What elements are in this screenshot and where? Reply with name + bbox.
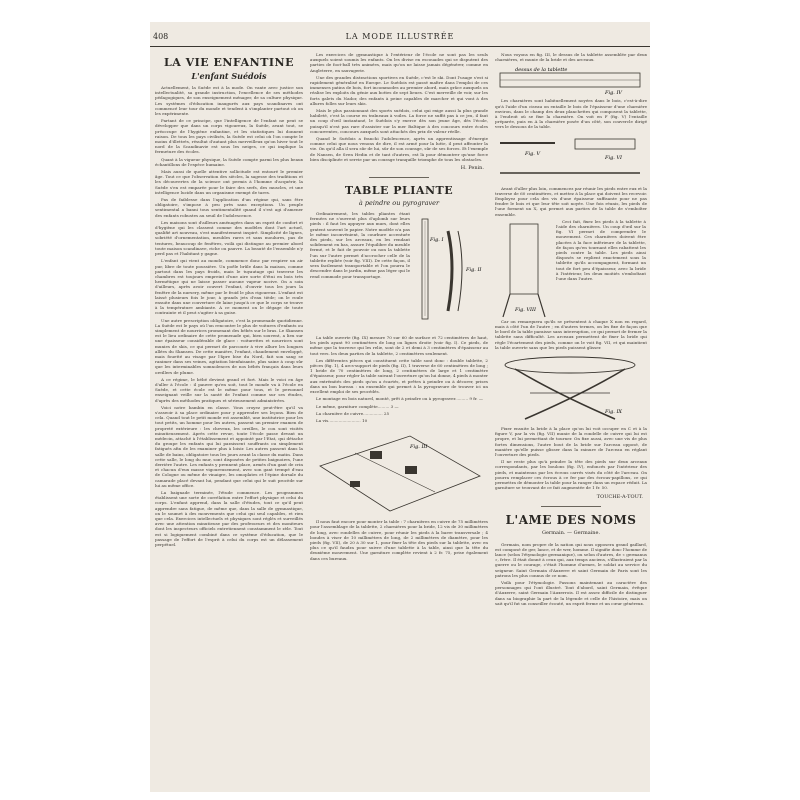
paragraph: Il nous faut encore pour monter la table : 7 charnières en cuivre de 75 millimètres pour l'assemblage de la tablette, 2 charnières pour la bride, 12 vis de 30 millimètres de long, avec rondelles de cuivre, pour réunir les pieds à la barre transversale ; 4 bondes à viser de 10 millimètres de long, de 2 millimètres de diamètre, pour les pieds (fig. VII), de 20 à 30 sur 1, pour fixer la tête des pieds sur la tablette, avec en plus ce qu'il faudra pour suivre d'une tablette à la table, ainsi que la tête du deuxième mouvement. Une garniture complète revient à 2 fr. 75, prise également dans ces bureaux. <box>310 519 488 561</box>
fig3-centerline <box>355 453 435 492</box>
article-body-table-pliante-right-2 <box>495 98 647 129</box>
magazine-page <box>150 22 650 792</box>
fig7-label: Fig. VIII <box>515 306 536 313</box>
fig3-hinge <box>350 481 360 487</box>
figure-5-6 <box>495 133 647 183</box>
paragraph: Quand le Suédois a franchi l'adolescence, après un apprentissage d'énergie comme celui que nous venons de dire, il est armé pour la lutte, il peut affronter la vie. On qu'il alla il sera sûr de lui, sûr de son courage, sûr de ses forces. Et l'exemple de Nansen, de Sven Hedin et de tant d'autres, est là pour démontrer qu'une force bien disciplinée et servie par un courage tranquille triomphe de tous les obstacles. <box>310 136 488 162</box>
paragraph: Avant d'aller plus loin, commencez par réunir les pieds entre eux et la traverse de 60 centimètres, et mettez à la place qui doivent les recevoir. Employez pour cela des vis d'une épaisseur suffisante pour ne pas fendre le bois et que leur tête soit noyée. Une fois réunis, les pieds de l'une forment un X, qui permet aux parties de la table de s'emboîter ensemble. <box>495 185 647 217</box>
paragraph: L'enfant qui vient au monde, commence donc par respirer un air pur, libre de toute poussière. Un poêle brûle dans la maison, comme partout dans les pays froids, mais le tuyautage qui traverse les chambres est toujours empreint d'une aire sorte d'étui en bois très hermétique qui ne laisse passer aucune vapeur nocive. On a soin d'ailleurs, après avoir couvert l'enfant, d'ouvrir tous les jours la fenêtre de la nursery, même par le froid le plus rigoureux. L'enfant est laissé plusieurs fois le jour, à grands jets d'eau tiède; on le roule ensuite dans une couverture de laine jusqu'à ce que le corps se trouve à la température ambiante. A ce moment on le dégage de toute contrainte et il peut s'agiter à sa guise. <box>155 258 303 316</box>
article-subtitle-table-pliante: à peindre ou pyrograver <box>358 199 440 208</box>
paragraph: Les maisons sont d'ailleurs aménagées dans un esprit de confort et d'hygiène qui les classent comme des modèles dont l'art actuel, qualifié art nouveau, s'est manifestement inspiré. Simplicité de lignes, sobriété d'ornementation, meubles rares et sans moulures, pas de tentures, beaucoup de fenêtres, voilà qui distingue au premier abord toute maison scandinave, riche ou pauvre. La beauté de l'ensemble n'y perd pas et l'habitant y gagne. <box>155 219 303 257</box>
signature-penin: H. Penin. <box>460 165 484 172</box>
article-body-ame-des-noms <box>495 542 647 606</box>
paragraph: Mais aussi de quelle attentive sollicitude est entouré le premier âge. Tout ce que l'observation des siècles, la sagesse des traditions et les découvertes de la science ont permis à l'homme d'acquérir, la Suède s'en est emparée pour le faire des serfs, des muscles, et une intelligence lucide dans un organisme exempt de tares. <box>155 169 303 195</box>
figure-7-block <box>495 219 647 319</box>
fig4-caption: dessus de la tablette <box>515 67 568 74</box>
figure-3-drawing <box>310 426 486 516</box>
article-body-table-pliante <box>310 211 410 335</box>
article-body-table-pliante-mounting <box>310 519 488 561</box>
paragraph: La table ouverte (fig. IX) mesure 70 sur 60 de surface et 72 centimètres de haut, les pieds ayant 90 centimètres de long ou lignes droite (voir fig. I). Ce pieds, de même que la traverse qui les relie, sont de 2 et demi à 3 centimètres d'épaisseur au tout vers. les deux parties de la tablette, 2 centimètres seulement. <box>310 335 488 356</box>
column-left <box>155 52 303 787</box>
paragraph: Germain, nom propre de la nation qui nous opposera grand gaillard, est composé de ger, lance, et de wer, homme. Il signifie donc l'homme de lance (selon l'étymologie germanique), ou selon d'autres, de « germanus », frère. Il était donné à ceux qui, aux temps anciens, s'illustraient par la guerre ou le courage, c'était l'homme d'armes, le soldat au service du seigneur. Saint Germain d'Auxerre et saint Germain de Paris sont les patrons les plus connus de ce nom. <box>495 541 647 578</box>
column-right <box>495 52 647 787</box>
paragraph: Nous voyons en fig. III, le dessus de la tablette assemblée par deux charnières, et munie de la bride et des arceaux. <box>495 52 647 63</box>
article-title-vie-enfantine: LA VIE ENFANTINE <box>164 56 294 69</box>
article-body-table-pliante-right-5 <box>495 319 647 350</box>
fig2-label: Fig. II <box>466 267 482 274</box>
fig7-legs <box>503 294 545 317</box>
paragraph: Quant à la vigueur physique, la Suède compte parmi les plus beaux échantillons de l'espèce humaine. <box>155 156 303 167</box>
paragraph: Fixer ensuite la bride à la place qu'on lui voit occuper en C et à la figure V, par la vis (fig. VII) munie de la rondelle de cuivre qui lui est propre, et lui permettant de tourner. On fixe aussi, avec une vis de plus fortes dimensions, l'autre bout de la bride sur l'arceau opposé, de manière qu'elle puisse glisser dans la rainure de l'arceau en réglant l'ouverture des pieds. <box>495 426 647 458</box>
header-rule <box>150 46 650 47</box>
price-line: La vis......................... 10 <box>316 417 368 423</box>
price-line: Le montage en bois naturel, monté, prêt à peindre ou à pyrograver.......... 9 fr. — <box>316 396 483 402</box>
price-line: La charnière de cuivre............... 25 <box>316 410 390 416</box>
article-body-table-pliante-right-4 <box>556 219 646 319</box>
fig7-tablet <box>510 224 538 294</box>
paragraph: Ordinairement, les tables pliantes étant fermées ne s'ouvrent plus d'aplomb sur leurs pieds : il faut les appuyer aux murs, dont elles gratent souvent le papier. Notre modèle n'a pas le même inconvénient, la courbure accentuée des pieds, sur les arceaux, en les rendant solidement en bas, assure l'équilibre du meuble fermé, et le fait de pouvoir ou non la tablette l'un sur l'autre permet d'accrocher celle de la tablette repliée (voir fig. VIII). De cette façon, il sera facilement transportable et l'on pourra le descendre dans le jardin, même pas léger qui le rend commode pour transportage. <box>310 211 410 279</box>
fig3-hinge <box>405 466 417 474</box>
paragraph: A ce régime, le bébé devient grand et fort. Mais le voici en âge d'aller à l'école : il pauvre qu'en soit, tout le monde va à l'école en Suède, et cette école est le même pour tous, et le personnel enseignant veille sur la santé de l'enfant comme sur ses études, d'après des méthodes pratiques et sérieusement administrées. <box>155 376 303 403</box>
running-title: LA MODE ILLUSTRÉE <box>345 32 455 41</box>
separator <box>369 177 429 178</box>
paragraph: La baignade terminée, l'étude commence. Les programmes établissent une sorte de corrélation entre l'effort physique et celui du corps. L'enfant apprend, dans la salle d'études, tout ce qu'il peut apprendre sans fatigue, de même que, dans la salle de gymnastique, on le soumet à des mouvements que celui qui seul capables, et rien que cela. Exercices intellectuels et physiques sont réglés et surveillés avec une attention minutieuse par des professeurs et des moniteurs dont les inspecteurs officiels entretiennent constamment le zèle. Tout est si logiquement combiné dans ce système d'éducation, que le passage de l'effort de l'esprit à celui du corps est un délassement perpétuel. <box>155 490 303 548</box>
article-body-vie-enfantine-cont <box>310 52 488 162</box>
page-number: 408 <box>153 32 169 41</box>
fig9-label: Fig. IX <box>605 409 622 416</box>
paragraph: Pas de faiblesse dans l'application d'un régime qui, sans être obligatoire, s'impose à peu près sans exceptions. Un peuple sentimental a banni tous sentimentalité quand il s'est agi d'amener des enfants robustes au seuil de l'adolescence. <box>155 197 303 218</box>
page-header <box>150 32 650 46</box>
figure-4-drawing <box>495 65 645 95</box>
fig2-leg <box>448 231 452 311</box>
paragraph: Les exercices de gymnastique à l'extérieur de l'école ne sont pas les seuls auxquels soient soumis les enfants. On les divise en escouades qui se disputent des parties de foot-ball très animées, mais qu'on ne laisse jamais dégénérer, comme en Angleterre, en sauvagerie. <box>310 52 488 73</box>
figure-4 <box>495 65 647 95</box>
paragraph: Une autre prescription obligatoire, c'est la promenade quotidienne. La Suède est le pays où l'on rencontre le plus de voitures d'enfants ou simplement de nourrices promenant des bébés sur le bras. Le Skansen est le lieu ordinaire de cette promenade qui, bien souvent, a lieu sur une épaisseur considérable de glace : voiturettes et nourrices sont munies de skis, ce qui permet de parcourir à vive allure les longues allées du Skansen. De cette manière, l'enfant, chaudement enveloppé, mais fouetté au visage par l'âpre bise du Nord, fait son sang se ranimer dans ses veines, agitation bienfaisante, plus saine à coup sûr que les interminables somnolences de nos bébés français dans leurs oreillers de plume. <box>155 317 303 375</box>
paragraph: Voilà pour l'étymologie. Passons maintenant au caractère des personnages qui l'ont illustré. Tout d'abord, saint Germain, évêque d'Auxerre, saint Germain l'Auxerrois. Il est assez difficile de distinguer dans sa biographie la part de la légende et celle de l'histoire, mais on sait qu'il fut un conseiller écouté, un esprit ferme et un cœur généreux. <box>495 579 647 606</box>
paragraph: Actuellement, la Suède est à la mode. On vante avec justice son intellectualité, sa grande instruction, l'excellence de ses méthodes pédagogiques, de son enseignement ménager, de sa culture physique. Les systèmes d'éducation inaugurés aux pays scandinaves ont commencé leur tour du monde et tendent à s'implanter partout où on les expérimente. <box>155 85 303 117</box>
article-subtitle-germain: Germain. — Germaine. <box>541 529 601 536</box>
figure-3 <box>310 426 488 516</box>
figure-9-drawing <box>495 353 645 423</box>
paragraph: Les différentes pièces qui constituent cette table sont donc : double tablette, 2 pièces (fig. 1), 4 arcs-support de pieds (fig. II), 1 traverse de 60 centimètres de long ; 1 bride de 70 centimètres de long, 2 centimètres de large et 1 centimètre d'épaisseur, pour régler la table suivant l'ouverture qu'on lui donne, 4 pieds à monter aux extrémités des pieds qu'on a écartés, et prêtes à peindre ou à décorer, prises dans un bon bureau : un ensemble qui permet à la pyrogravure de trouver ici un excellent emploi de ses procédés. <box>310 357 488 395</box>
article-body-table-pliante-right-3 <box>495 186 647 217</box>
figure-1-2-drawing <box>414 211 488 331</box>
fig6-label: Fig. VI <box>605 154 623 161</box>
article-title-ame-des-noms: L'AME DES NOMS <box>505 512 637 527</box>
figure-1-2 <box>414 211 488 335</box>
fig9-tabletop <box>505 357 635 373</box>
fig2-leg-outline <box>458 231 462 311</box>
signature-touche-a-tout: TOUCHE-A-TOUT. <box>596 493 643 500</box>
article-body-vie-enfantine <box>155 85 303 547</box>
article-body-table-pliante-right-6 <box>495 426 647 490</box>
article-title-table-pliante: TABLE PLIANTE <box>344 184 454 198</box>
fig3-label: Fig. III <box>410 444 428 451</box>
figure-7-drawing <box>495 219 553 319</box>
paragraph: Il ne reste plus qu'à peindre la tête des pieds sur deux arceaux correspondants, par les boulons (fig. IV), enfoncés par l'intérieur des pieds, et maintenus par les écrous carrés visés du côté de l'arceau. On pourra remplacer ces écrous à ce fer par des écrous-papillons, ce qui permettra de démonter la table pour la ranger dans un espace réduit. La garniture se trouvant de ce fait augmentée de 1 fr. 50. <box>495 459 647 491</box>
fig6-hinge <box>575 139 635 149</box>
paragraph: Voici notre bambin en classe. Vous croyez peut-être qu'il va s'asseoir à sa place ordinaire pour y apprendre ses leçons. Bien de cela. Quand tout le petit monde est assemblé, une institutrice pour les tout petits, un homme pour les autres, passent un premier examen de propreté extérieure : les cheveux, les oreilles, le cou sont visités minutieusement. Après cette revue, toute l'école passe devant un médecin, attaché à l'établissement et appointé par l'Etat, qui détache du groupe les enfants qui lui paraissent souffrants ou simplement fatigués afin de les examiner plus à loisir. Les autres passent dans la salle de bains, obligatoire tous les jours avant la classe du matin. Dans cette salle, le long du mur, sont disposées de petites baignoires, l'une derrière l'autre. Les enfants y prennent place, armés d'un gant de crin et chacun d'eux masse vigoureusement, avec son gant trempé d'eau de Cologne ou même de vinaigre, les omoplates et l'épine dorsale du camarade placé devant lui, pendant que celui qui le suit procède sur lui au même office. <box>155 404 303 488</box>
price-line: Le même, garniture complète......... 3 — <box>316 403 399 409</box>
fig1-label: Fig. I <box>430 237 444 244</box>
fig5-label: Fig. V <box>525 150 541 157</box>
paragraph: Mais le plus passionnant des sports suédois, celui qui exige aussi la plus grande habileté, c'est la course en traîneaux à voiles. La force ne suffit pas à ce jeu, il faut un coup d'œil instantané, le Suédois s'y exerce dès son jeune âge, dès l'école, puisqu'il n'est pas rare d'assister sur la mer Baltique à des concours entre écoles concurrentes, concours auxquels sont attachés des prix de valeur réelle. <box>310 108 488 134</box>
fig4-label: Fig. IV <box>605 90 623 96</box>
fig3-hinge <box>370 451 382 459</box>
paragraph: Car on remarquera qu'ils se présentent à chaque X non en regard, mais à côté l'un de l'autre ; en d'autres termes, on les fixe de façon que le bord de la table paraisse sans interruption, ce qui permet de fermer la tablette sans difficulté. Les arceaux permettent de fixer la bride qui règle l'écartement des pieds, comme on le voit fig. VII, et qui maintient la table ouverte sans que les pieds puissent glisser. <box>495 318 647 350</box>
paragraph: Ceci fait, fixez les pieds à la tablette à l'aide des charnières. Un coup d'œil sur la fig. VI permet de comprendre le mouvement. Ces charnières doivent être placées à la face inférieure de la tablette, de façon qu'en tournant elles rabattent les pieds contre la table. Les pieds ainsi disposés se replient exactement sous la tablette qu'ils accompagnent, formant un tout de fort peu d'épaisseur, avec la bride à l'intérieur, les deux moitiés s'emboîtant l'une dans l'autre. <box>556 218 646 282</box>
column-middle <box>310 52 488 787</box>
figure-5-6-drawing <box>495 133 645 183</box>
separator <box>541 506 601 507</box>
article-body-table-pliante-right <box>495 52 647 62</box>
paragraph: Les charnières sont habituellement noyées dans le bois, c'est-à-dire qu'à l'aide d'un ciseau on entaille le bois de l'épaisseur d'une charnière environ, dans le champ des deux planchettes qui composent la tablette, à l'endroit où se fixe la charnière. On voit en F (fig. V) l'entaille préparée, puis en A la charnière posée d'un côté, son couvercle dirigé vers le dessous de la table. <box>495 98 647 130</box>
article-subtitle-enfant-suedois: L'enfant Suédois <box>191 71 267 81</box>
fig3-tabletop <box>320 436 480 511</box>
paragraph: Une des grandes distractions sportives en Suède, c'est le ski. Dont l'usage s'est si rapidement généralisé en Europe. Le Suédois est passé maître dans l'emploi de ces immenses patins de bois, fort incommodes au premier abord, mais grâce auxquels on réalise les exploits du génie aux bottes de sept lieues. C'est merveille de voir, sur les forts galets du Nador, des enfants à peine capables de marcher et qui vont à des allures folles sur leurs skis. <box>310 74 488 106</box>
paragraph: Partant de ce principe, que l'intelligence de l'enfant ne peut se développer que dans un corps vigoureux, la Suède, avant tout, se préoccupe de l'hygiène enfantine, et les statistiques lui donnent raison. De tous les pays civilisés, la Suède est celui où l'on compte le moins d'illettrés, résultat d'autant plus merveilleux qu'on hiver tout le nord de la Scandinavie est sous les neiges, ce qui implique la fermeture des écoles. <box>155 118 303 155</box>
figure-9 <box>495 353 647 423</box>
article-body-table-pliante-cont <box>310 335 488 423</box>
